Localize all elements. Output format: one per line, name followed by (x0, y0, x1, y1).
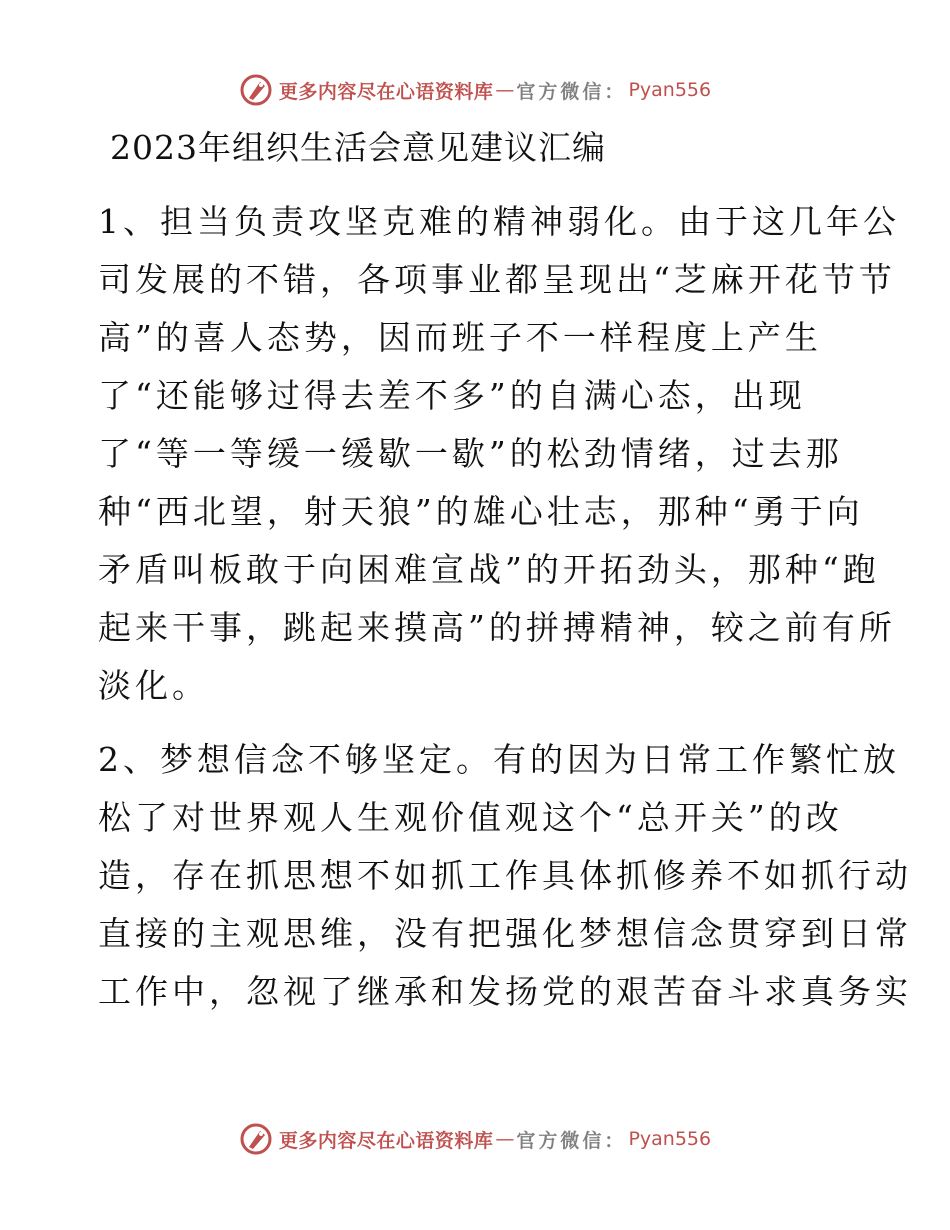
watermark-dash: — (495, 1128, 515, 1150)
paragraph-1 (98, 193, 900, 715)
paragraph-line: 了“等一等缓一缓歇一歇”的松劲情绪，过去那 (98, 434, 843, 473)
paragraph-line: 直接的主观思维，没有把强化梦想信念贯穿到日常 (98, 914, 912, 953)
document-title: 2023年组织生活会意见建议汇编 (110, 128, 606, 167)
paragraph-line: 种“西北望，射天狼”的雄心壮志，那种“勇于向 (98, 492, 864, 531)
paragraph-line: 造，存在抓思想不如抓工作具体抓修养不如抓行动 (98, 856, 912, 895)
paragraph-line: 起来干事，跳起来摸高”的拼搏精神，较之前有所 (98, 608, 896, 647)
paragraph-line: 2、梦想信念不够坚定。有的因为日常工作繁忙放 (98, 740, 900, 779)
pen-nib-logo-icon (239, 73, 273, 107)
paragraph-2 (98, 731, 912, 1021)
paragraph-line: 松了对世界观人生观价值观这个“总开关”的改 (98, 798, 843, 837)
footer-watermark (0, 1117, 950, 1161)
paragraph-line: 矛盾叫板敢于向困难宣战”的开拓劲头，那种“跑 (98, 550, 880, 589)
watermark-site-text: 更多内容尽在心语资料库 (278, 80, 494, 103)
paragraph-line: 淡化。 (98, 666, 209, 705)
watermark-wechat-id: Pyan556 (628, 1128, 712, 1150)
watermark-label: 官方微信： (516, 80, 627, 103)
paragraph-line: 司发展的不错，各项事业都呈现出“芝麻开花节节 (98, 260, 896, 299)
watermark-site-text: 更多内容尽在心语资料库 (278, 1129, 494, 1152)
watermark-label: 官方微信： (516, 1129, 627, 1152)
watermark-wechat-id: Pyan556 (628, 79, 712, 101)
paragraph-line: 高”的喜人态势，因而班子不一样程度上产生 (98, 318, 822, 357)
paragraph-line: 了“还能够过得去差不多”的自满心态，出现 (98, 376, 806, 415)
header-watermark (0, 68, 950, 112)
paragraph-line: 1、担当负责攻坚克难的精神弱化。由于这几年公 (98, 202, 900, 241)
document-body (98, 193, 912, 1021)
pen-nib-logo-icon (239, 1122, 273, 1156)
watermark-dash: — (495, 79, 515, 101)
paragraph-line: 工作中，忽视了继承和发扬党的艰苦奋斗求真务实 (98, 972, 912, 1011)
